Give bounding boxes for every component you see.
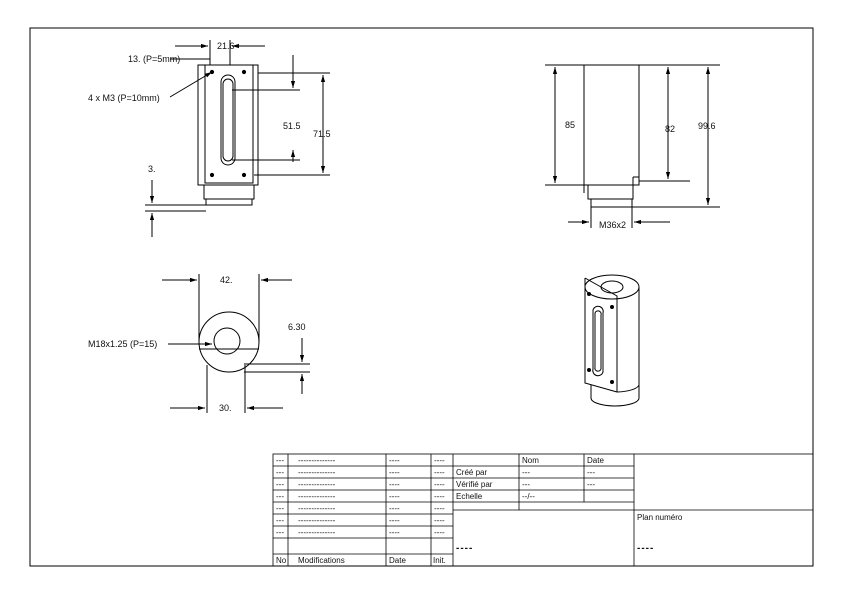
rev-init: ---- [434,504,445,513]
dim-m18: M18x1.25 (P=15) [88,339,158,349]
rev-mod: -------------- [298,516,336,525]
drawing-name: ---- [456,543,474,554]
dim-21-6: 21.6 [217,41,235,51]
dim-85: 85 [565,120,576,130]
rev-no: --- [276,492,284,501]
dim-71-5: 71.5 [313,129,331,139]
col-init: Init. [433,556,446,565]
col-modifications: Modifications [298,556,345,565]
rev-no: --- [276,528,284,537]
dim-30: 30. [219,403,232,413]
rev-no: --- [276,480,284,489]
rev-date: ---- [389,480,400,489]
echelle-label: Echelle [456,492,483,501]
dim-thread-13: 13. (P=5mm) [128,54,181,64]
plan-numero-value: ---- [637,543,655,554]
title-block [273,454,813,566]
rev-init: ---- [434,528,445,537]
rev-no: --- [276,468,284,477]
rev-date: ---- [389,456,400,465]
rev-date: ---- [389,516,400,525]
echelle-value: --/-- [522,492,535,501]
rev-no: --- [276,456,284,465]
front-view [145,40,330,237]
rev-date: ---- [389,492,400,501]
verifie-par-date: --- [587,480,595,489]
dim-m36x2: M36x2 [599,220,627,230]
dim-6-30: 6.30 [288,322,306,332]
verifie-par-nom: --- [522,480,530,489]
col-date: Date [389,556,406,565]
plan-numero-label: Plan numéro [637,513,683,522]
revision-rows [276,456,445,537]
isometric-view [585,275,639,406]
rev-mod: -------------- [298,504,336,513]
dim-99-6: 99.6 [698,121,716,131]
rev-mod: -------------- [298,456,336,465]
rev-mod: -------------- [298,528,336,537]
hdr-date: Date [587,456,604,465]
dim-holes-4xm3: 4 x M3 (P=10mm) [88,93,160,103]
cree-par-label: Créé par [456,468,488,477]
cree-par-date: --- [587,468,595,477]
rev-date: ---- [389,504,400,513]
verifie-par-label: Vérifié par [456,480,493,489]
dim-3: 3. [148,164,156,174]
rev-init: ---- [434,480,445,489]
dim-51-5: 51.5 [283,121,301,131]
hdr-nom: Nom [522,456,539,465]
rev-mod: -------------- [298,480,336,489]
col-no: No [276,556,287,565]
dim-42: 42. [220,275,233,285]
top-view [162,274,310,413]
side-view [545,65,720,228]
rev-init: ---- [434,456,445,465]
rev-mod: -------------- [298,468,336,477]
dim-82: 82 [665,124,676,134]
rev-date: ---- [389,528,400,537]
rev-init: ---- [434,468,445,477]
rev-init: ---- [434,516,445,525]
rev-date: ---- [389,468,400,477]
sheet-border [30,28,813,566]
cree-par-nom: --- [522,468,530,477]
rev-mod: -------------- [298,492,336,501]
rev-init: ---- [434,492,445,501]
rev-no: --- [276,516,284,525]
rev-no: --- [276,504,284,513]
